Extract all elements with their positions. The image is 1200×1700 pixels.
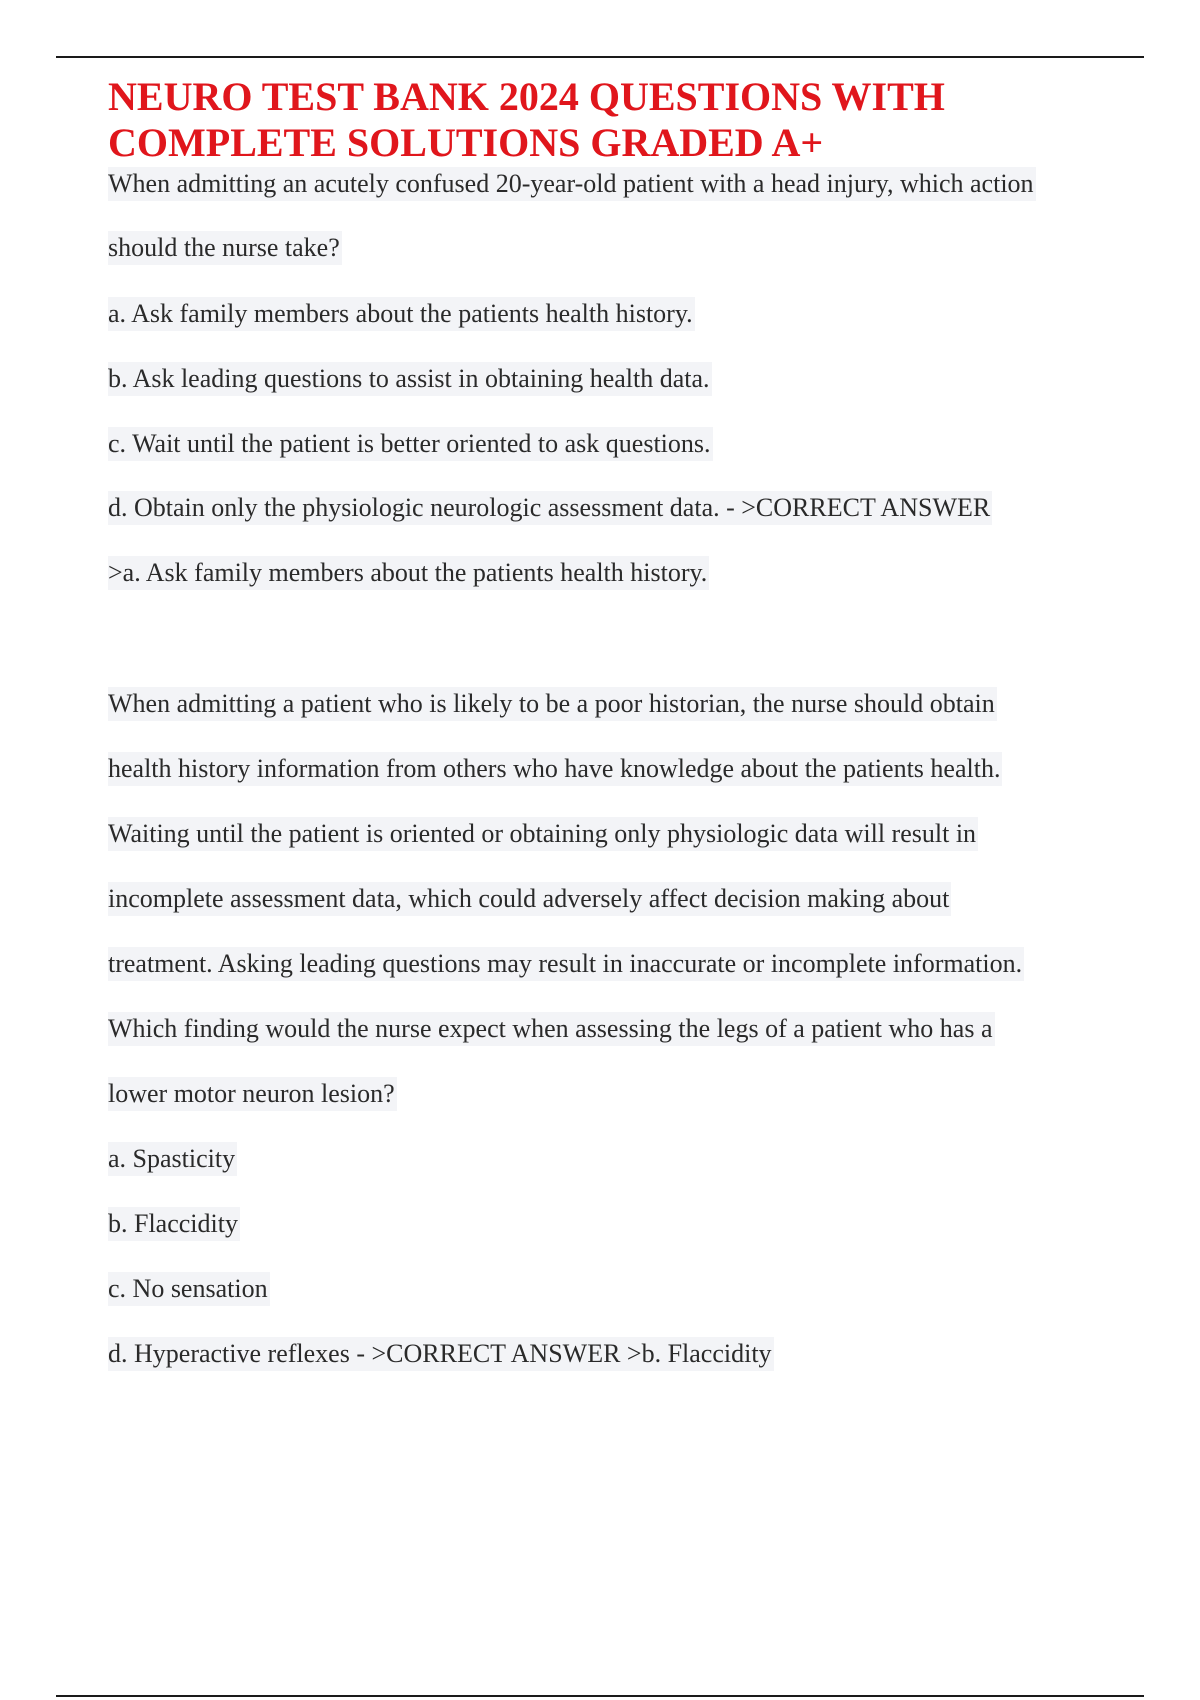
question-2-option-d: d. Hyperactive reflexes - >CORRECT ANSWER >b. Flaccidity (108, 1337, 774, 1371)
question-1-option-c: c. Wait until the patient is better oriented to ask questions. (108, 427, 713, 461)
question-2-stem-line-2: lower motor neuron lesion? (108, 1077, 397, 1111)
question-1-option-b: b. Ask leading questions to assist in obtaining health data. (108, 362, 712, 396)
bottom-rule (56, 1695, 1144, 1697)
title-line-2: COMPLETE SOLUTIONS GRADED A+ (108, 120, 824, 165)
rationale-line-1: When admitting a patient who is likely to be a poor historian, the nurse should obtain (108, 687, 997, 721)
title-line-1: NEURO TEST BANK 2024 QUESTIONS WITH (108, 74, 945, 119)
top-rule (56, 56, 1144, 58)
question-2-stem-line-1: Which finding would the nurse expect when assessing the legs of a patient who has a (108, 1012, 995, 1046)
question-2-option-b: b. Flaccidity (108, 1207, 240, 1241)
rationale-line-2: health history information from others who have knowledge about the patients health. (108, 752, 1002, 786)
question-1-stem-line-2: should the nurse take? (108, 231, 342, 265)
rationale-line-4: incomplete assessment data, which could adversely affect decision making about (108, 882, 951, 916)
question-2-option-c: c. No sensation (108, 1272, 270, 1306)
question-2-option-a: a. Spasticity (108, 1142, 237, 1176)
rationale-line-3: Waiting until the patient is oriented or obtaining only physiologic data will result in (108, 817, 978, 851)
question-1-option-d: d. Obtain only the physiologic neurologic assessment data. - >CORRECT ANSWER (108, 491, 992, 525)
question-1-option-a: a. Ask family members about the patients health history. (108, 297, 695, 331)
question-1-answer: >a. Ask family members about the patients health history. (108, 556, 709, 590)
document-title (108, 74, 1148, 166)
rationale-line-5: treatment. Asking leading questions may result in inaccurate or incomplete information. (108, 947, 1024, 981)
question-1-stem-line-1: When admitting an acutely confused 20-year-old patient with a head injury, which action (108, 167, 1036, 201)
